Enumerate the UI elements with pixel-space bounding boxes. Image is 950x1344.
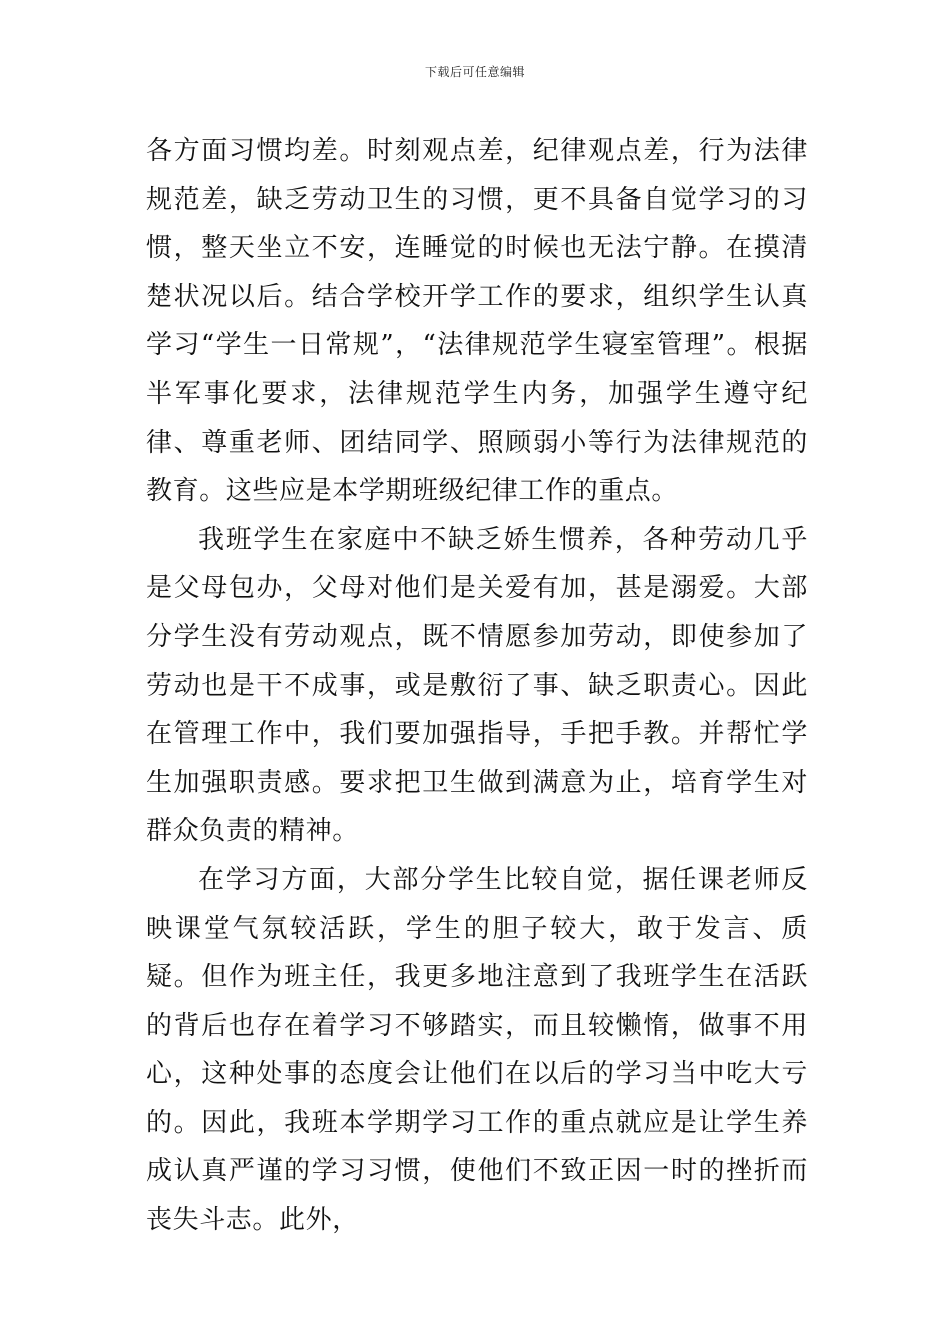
paragraph-study: 在学习方面，大部分学生比较自觉，据任课老师反映课堂气氛较活跃，学生的胆子较大，敢于发言、质疑。但作为班主任，我更多地注意到了我班学生在活跃的背后也存在着学习不够踏实，而且较懒惰，做事不用心，这种处事的态度会让他们在以后的学习当中吃大亏的。因此，我班本学期学习工作的重点就应是让学生养成认真严谨的学习习惯，使他们不致正因一时的挫折而丧失斗志。此外， <box>146 864 808 1236</box>
paragraph-discipline: 各方面习惯均差。时刻观点差，纪律观点差，行为法律规范差，缺乏劳动卫生的习惯，更不具备自觉学习的习惯，整天坐立不安，连睡觉的时候也无法宁静。在摸清楚状况以后。结合学校开学工作的要求，组织学生认真学习“学生一日常规”，“法律规范学生寝室管理”。根据半军事化要求，法律规范学生内务，加强学生遵守纪律、尊重老师、团结同学、照顾弱小等行为法律规范的教育。这些应是本学期班级纪律工作的重点。 <box>146 136 808 507</box>
document-body <box>146 127 808 1245</box>
paragraph-labor: 我班学生在家庭中不缺乏娇生惯养，各种劳动几乎是父母包办，父母对他们是关爱有加，甚是溺爱。大部分学生没有劳动观点，既不情愿参加劳动，即使参加了劳动也是干不成事，或是敷衍了事、缺乏职责心。因此在管理工作中，我们要加强指导，手把手教。并帮忙学生加强职责感。要求把卫生做到满意为止，培育学生对群众负责的精神。 <box>146 524 808 847</box>
page-header: 下载后可任意编辑 <box>424 65 525 79</box>
